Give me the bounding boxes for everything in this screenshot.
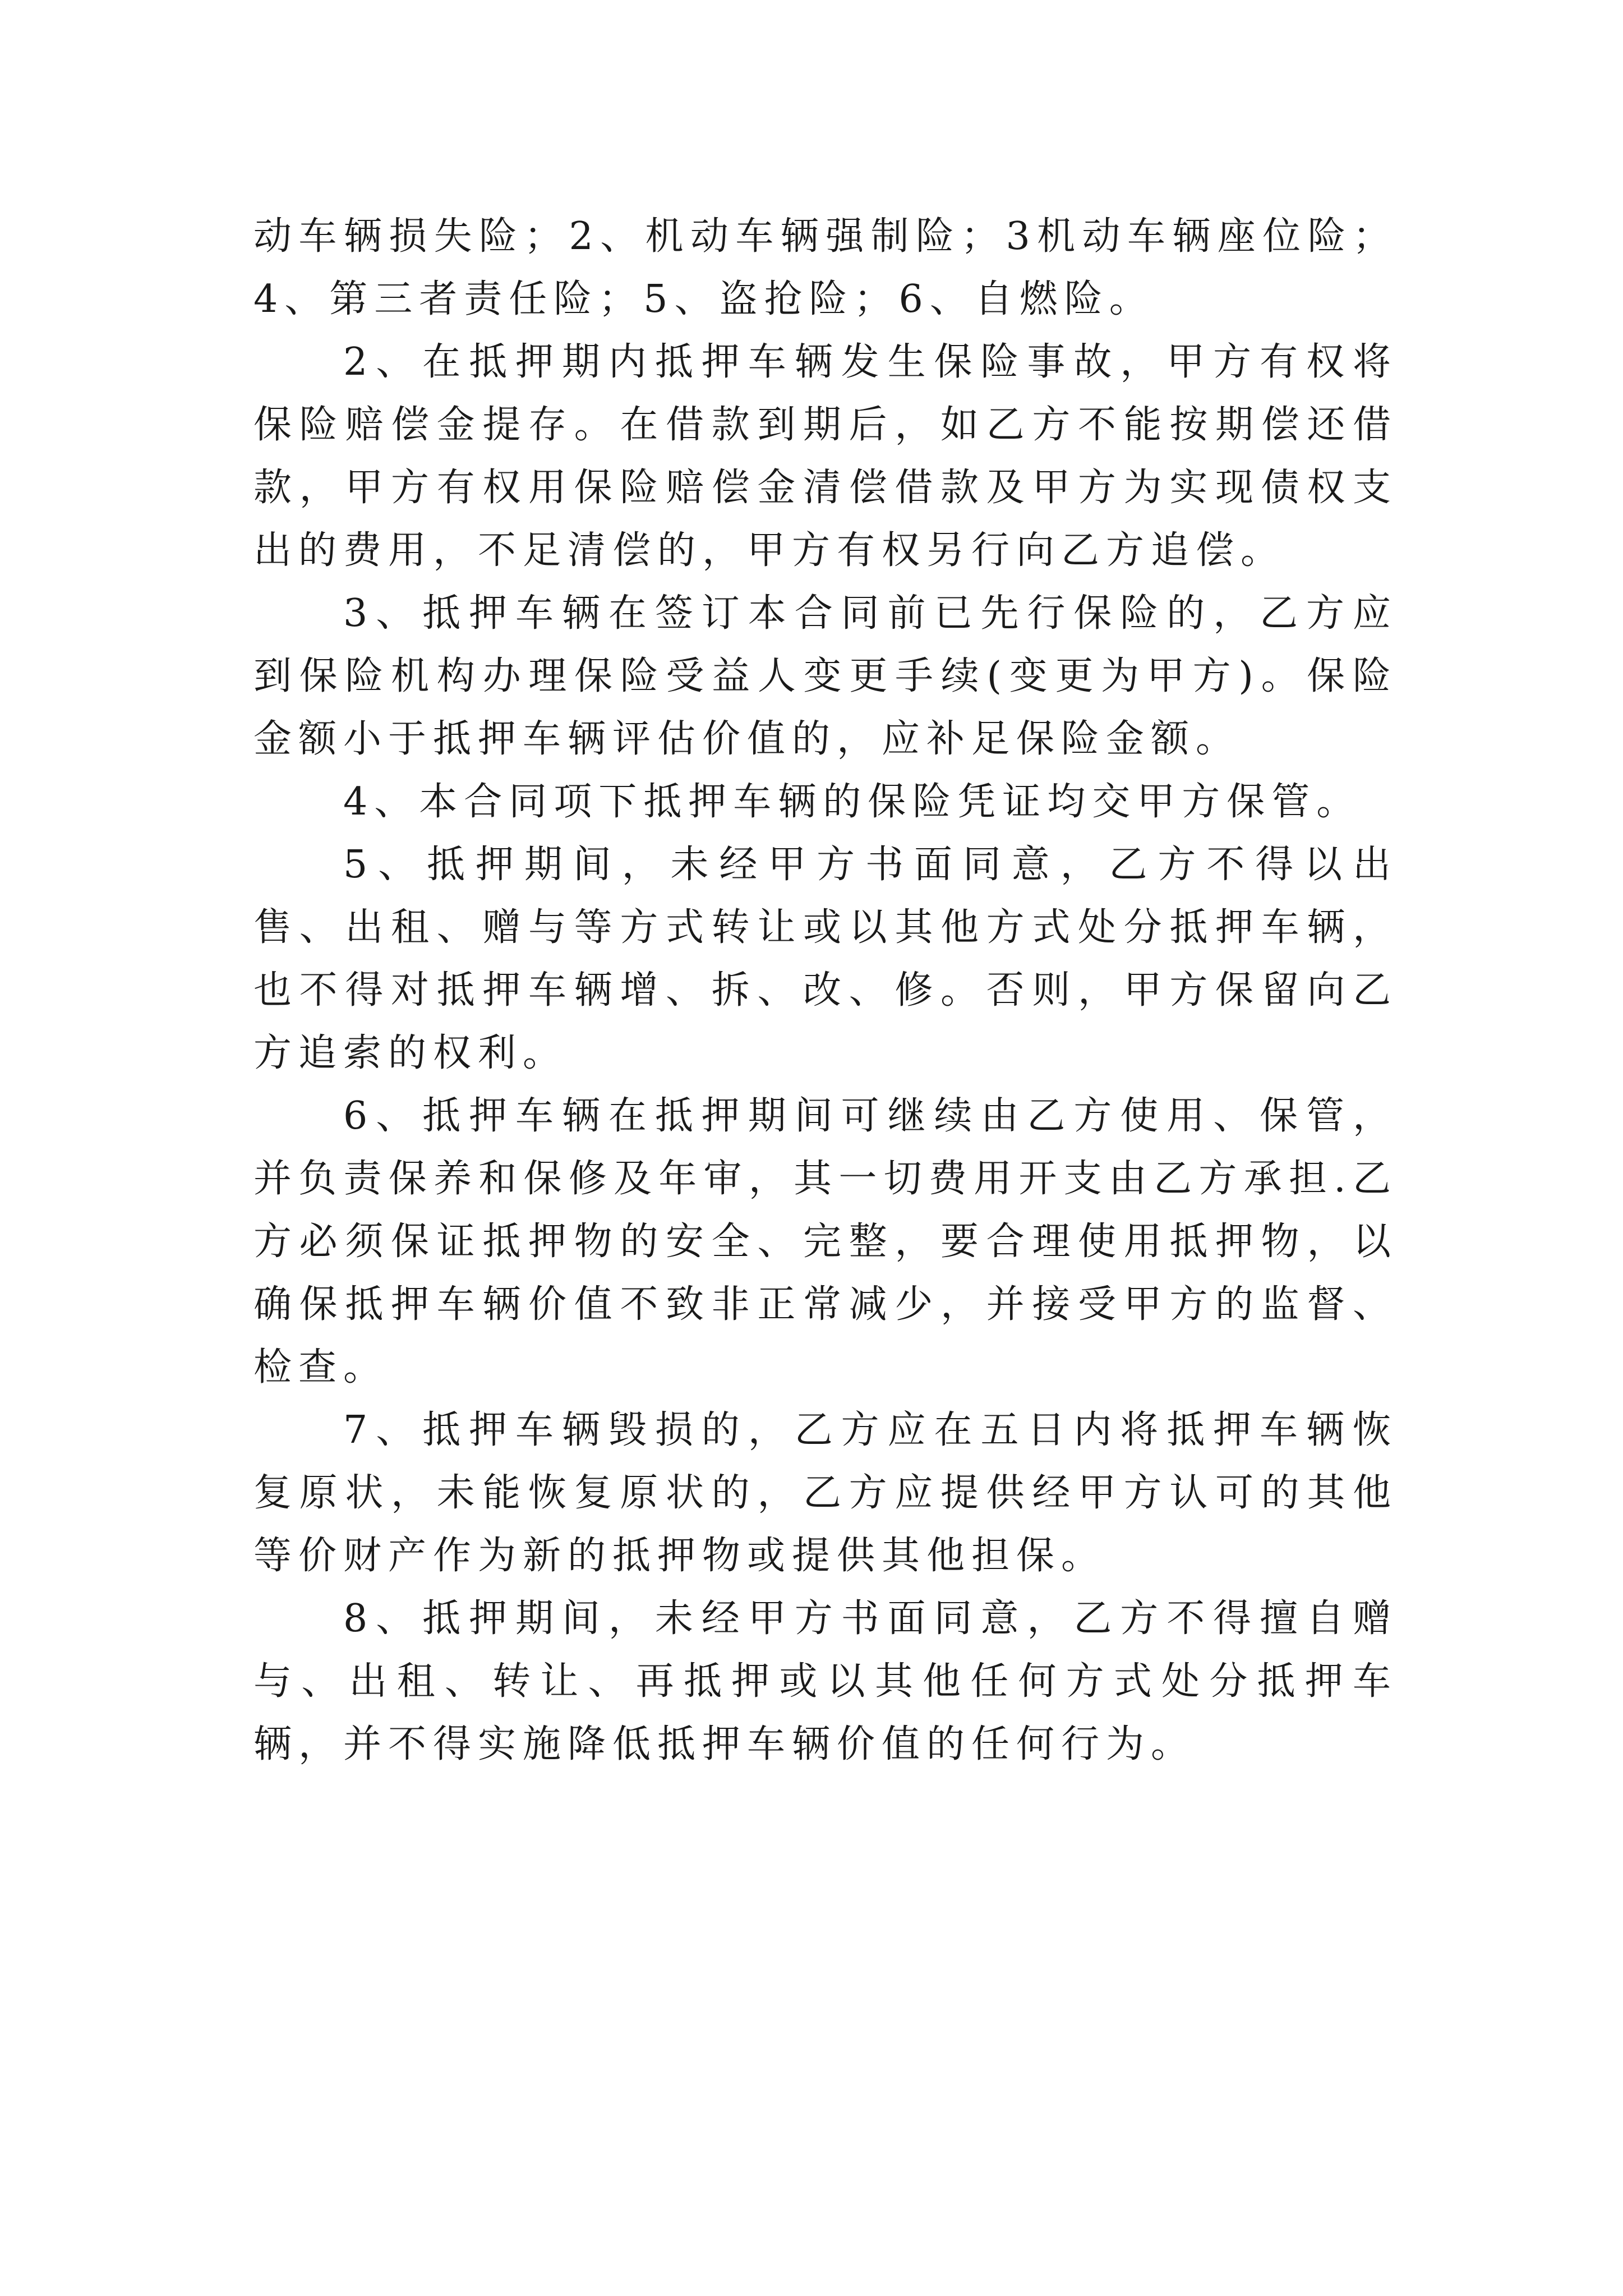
document-body [253, 205, 1398, 1776]
paragraph-clause-3: 3、抵押车辆在签订本合同前已先行保险的，乙方应到保险机构办理保险受益人变更手续(变更为甲方)。保险金额小于抵押车辆评估价值的，应补足保险金额。 [253, 591, 1398, 761]
paragraph-clause-5: 5、抵押期间，未经甲方书面同意，乙方不得以出售、出租、赠与等方式转让或以其他方式处分抵押车辆，也不得对抵押车辆增、拆、改、修。否则，甲方保留向乙方追索的权利。 [253, 843, 1398, 1075]
paragraph-clause-6: 6、抵押车辆在抵押期间可继续由乙方使用、保管，并负责保养和保修及年审，其一切费用开支由乙方承担.乙方必须保证抵押物的安全、完整，要合理使用抵押物，以确保抵押车辆价值不致非正常减少，并接受甲方的监督、检查。 [253, 1094, 1398, 1389]
paragraph-clause-2: 2、在抵押期内抵押车辆发生保险事故，甲方有权将保险赔偿金提存。在借款到期后，如乙方不能按期偿还借款，甲方有权用保险赔偿金清偿借款及甲方为实现债权支出的费用，不足清偿的，甲方有权另行向乙方追偿。 [253, 340, 1398, 573]
paragraph-continued-insurance-list: 动车辆损失险；2、机动车辆强制险；3机动车辆座位险；4、第三者责任险；5、盗抢险；6、自燃险。 [253, 214, 1398, 321]
paragraph-clause-8: 8、抵押期间，未经甲方书面同意，乙方不得擅自赠与、出租、转让、再抵押或以其他任何方式处分抵押车辆，并不得实施降低抵押车辆价值的任何行为。 [253, 1596, 1398, 1766]
paragraph-clause-7: 7、抵押车辆毁损的，乙方应在五日内将抵押车辆恢复原状，未能恢复原状的，乙方应提供经甲方认可的其他等价财产作为新的抵押物或提供其他担保。 [253, 1408, 1398, 1578]
paragraph-clause-4: 4、本合同项下抵押车辆的保险凭证均交甲方保管。 [343, 780, 1362, 824]
